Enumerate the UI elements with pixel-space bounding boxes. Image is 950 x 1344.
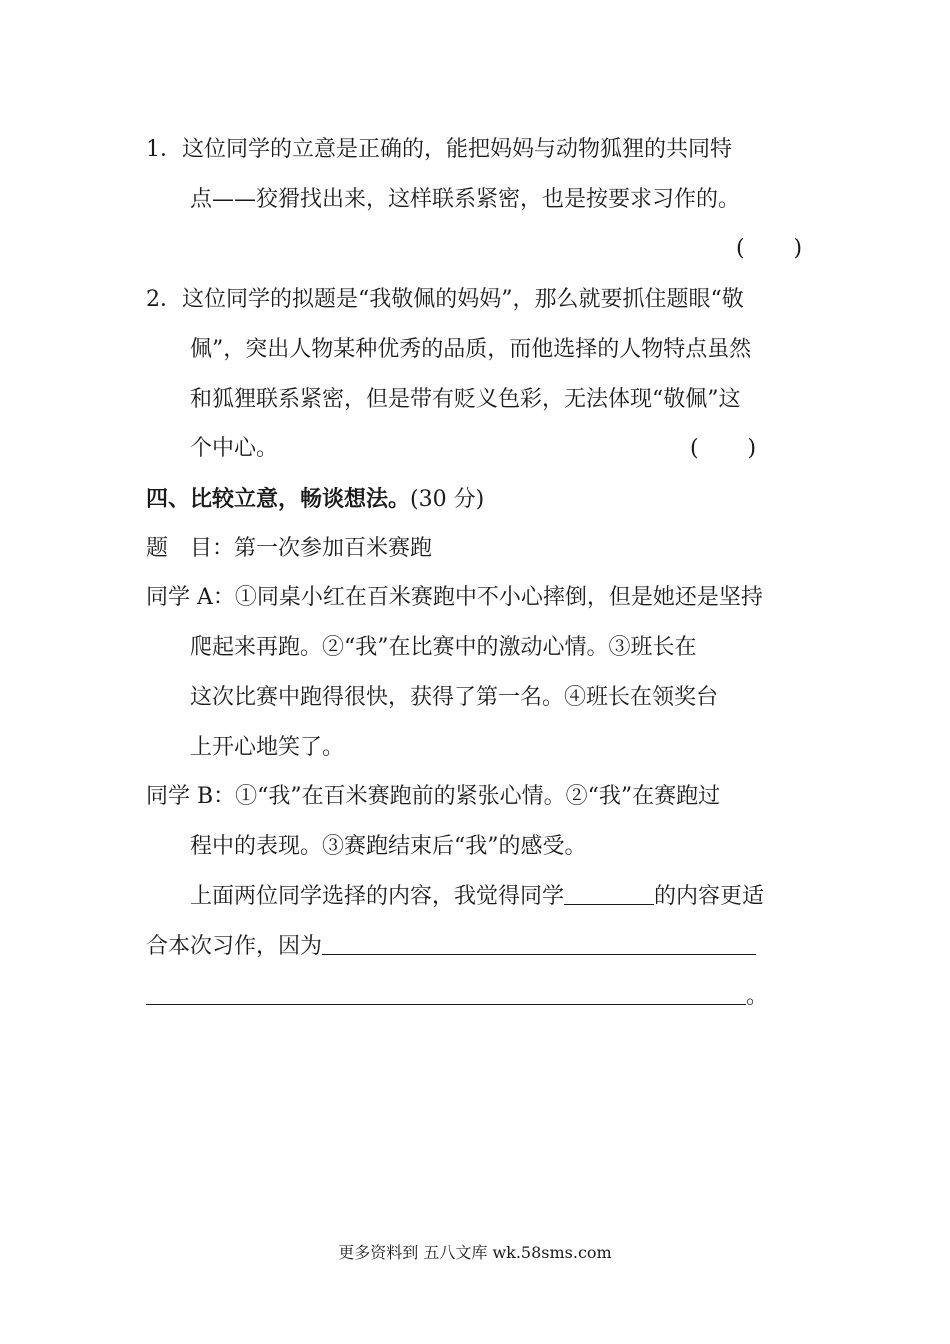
question-1-line-1: 1．这位同学的立意是正确的，能把妈妈与动物狐狸的共同特 — [146, 137, 733, 162]
question-1-number: 1． — [146, 137, 182, 162]
section-4-score: (30 分) — [410, 487, 485, 512]
end-mark: 。 — [746, 984, 769, 1009]
question-2-line-3: 和狐狸联系紧密，但是带有贬义色彩，无法体现“敬佩”这 — [190, 387, 741, 412]
answer-prompt-line-1: 上面两位同学选择的内容，我觉得同学 的内容更适 — [190, 884, 765, 909]
topic-line — [146, 534, 432, 564]
answer-prompt-line-3 — [146, 982, 768, 1012]
answer-prompt-line-2: 合本次习作，因为 — [146, 932, 756, 962]
topic-label: 题 目： — [146, 536, 235, 561]
question-1-line-2: 点——狡猾找出来，这样联系紧密，也是按要求习作的。 — [190, 187, 741, 212]
question-1-answer-brackets[interactable]: ( ) — [736, 236, 803, 261]
question-2-line-4: 个中心。 — [190, 436, 279, 461]
question-2-answer-brackets[interactable]: ( ) — [690, 436, 757, 461]
student-b-line-1: 同学 B：①“我”在百米赛跑前的紧张心情。②“我”在赛跑过 — [146, 784, 721, 809]
student-a-line-4: 上开心地笑了。 — [190, 735, 345, 760]
question-2-line-2: 佩”，突出人物某种优秀的品质，而他选择的人物特点虽然 — [190, 337, 752, 362]
student-b-line-2: 程中的表现。③赛跑结束后“我”的感受。 — [190, 834, 587, 859]
section-4-heading: 四、比较立意，畅谈想法。(30 分) — [146, 486, 485, 512]
reason-blank-2[interactable] — [146, 982, 746, 1005]
question-2-number: 2． — [146, 287, 182, 312]
student-choice-blank[interactable] — [564, 882, 654, 905]
student-b-label: 同学 B： — [146, 784, 236, 809]
student-a-label: 同学 A： — [146, 585, 235, 610]
reason-blank-1[interactable] — [322, 932, 756, 955]
topic-title: 第一次参加百米赛跑 — [234, 536, 433, 561]
student-a-line-1: 同学 A：①同桌小红在百米赛跑中不小心摔倒，但是她还是坚持 — [146, 585, 763, 610]
student-a-line-3: 这次比赛中跑得很快，获得了第一名。④班长在领奖台 — [190, 685, 719, 710]
question-2-line-1: 2．这位同学的拟题是“我敬佩的妈妈”，那么就要抓住题眼“敬 — [146, 287, 744, 312]
footer-source-note: 更多资料到 五八文库 wk.58sms.com — [338, 1243, 612, 1262]
student-a-line-2: 爬起来再跑。②“我”在比赛中的激动心情。③班长在 — [190, 635, 697, 660]
